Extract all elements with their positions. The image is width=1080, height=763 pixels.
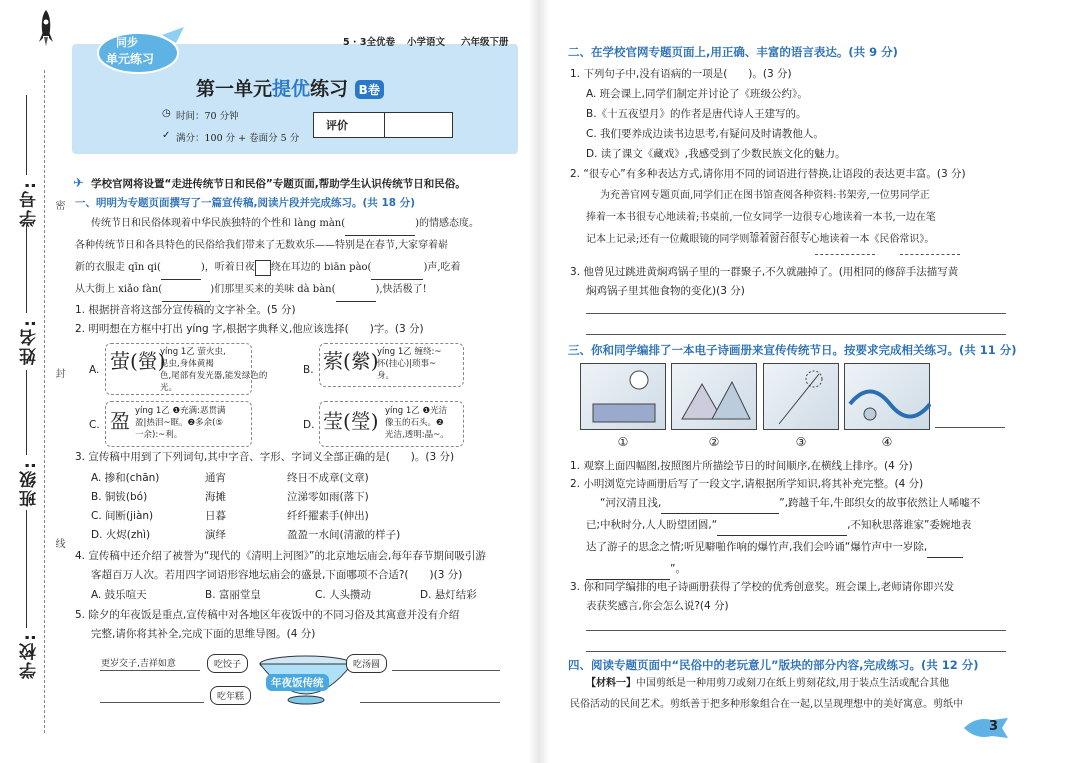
s3-text-line3 bbox=[586, 537, 963, 558]
title-part-b: 提优 bbox=[272, 78, 311, 100]
s3-text-line1 bbox=[600, 493, 980, 514]
q3-option-cell: 纤纤擢素手(伸出) bbox=[287, 510, 369, 522]
mm-line1 bbox=[100, 670, 200, 671]
title-tag: B卷 bbox=[355, 80, 384, 99]
festival-picture-2 bbox=[671, 363, 757, 430]
s2-q1-option[interactable]: A. 班会课上,同学们制定并讨论了《班级公约》。 bbox=[586, 88, 808, 100]
yingchar-box[interactable] bbox=[255, 260, 271, 276]
q4-option[interactable]: A. 鼓乐喧天 bbox=[91, 589, 147, 601]
section4-title: 四、阅读专题页面中“民俗中的老玩意儿”版块的部分内容,完成练习。(共 12 分) bbox=[568, 658, 979, 672]
s2-para3: 记本上记录;还有一位戴眼镜的同学则靠着窗台很专心地读着一本《民俗常识》。 bbox=[586, 234, 935, 245]
s2-q3-line1: 3. 他曾见过跳进黄焖鸡锅子里的一群聚子,不久就融掉了。(用相同的修辞手法描写黄 bbox=[570, 266, 959, 278]
blank-poem3[interactable] bbox=[927, 557, 963, 558]
s2-q3-answer1[interactable] bbox=[586, 313, 1006, 314]
student-id-line[interactable] bbox=[26, 95, 27, 175]
p3d: )声,吃着 bbox=[423, 262, 461, 273]
q3-option-cell: 盈盈一水间(清澈的样子) bbox=[287, 529, 401, 541]
dict-char-b: 萦(縈) bbox=[323, 349, 379, 373]
s2-blank2[interactable] bbox=[815, 254, 875, 255]
pic-label-3: ③ bbox=[795, 435, 807, 449]
m1-label: 【材料一】 bbox=[586, 678, 636, 689]
score-label: 满分：100 分 + 卷面分 5 分 bbox=[176, 133, 300, 144]
class-label: 班级: bbox=[20, 460, 40, 507]
title-part-c: 练习 bbox=[310, 78, 349, 100]
unit-badge bbox=[92, 25, 188, 77]
eval-score-cell[interactable] bbox=[384, 112, 453, 138]
bird-icon: ✈ bbox=[73, 176, 84, 191]
p3a: 新的衣服走 qīn qi( bbox=[75, 262, 161, 273]
binding-dashed-line bbox=[44, 70, 45, 733]
mm-node-jiaozi: 吃饺子 bbox=[207, 654, 248, 673]
s1-q5-line2: 完整,请你将其补全,完成下面的思维导图。(4 分) bbox=[91, 628, 316, 640]
pic-label-2: ② bbox=[708, 435, 720, 449]
s1-para-line3 bbox=[75, 256, 461, 280]
q4-option[interactable]: C. 人头攒动 bbox=[315, 589, 372, 601]
s3-q3-answer2[interactable] bbox=[586, 651, 1006, 652]
name-line[interactable] bbox=[26, 225, 27, 313]
q3-option-row[interactable]: C. 间断(jiàn) bbox=[91, 510, 154, 522]
s4-material1-line2: 民俗活动的民间艺术。剪纸善于把多种形象组合在一起,以呈现理想中的美好寓意。剪纸中 bbox=[570, 699, 964, 710]
t2b: ,不知秋思落谁家”委婉地表 bbox=[847, 519, 972, 531]
intro-text: 学校官网将设置“走进传统节日和民俗”专题页面,帮助学生认识传统节日和民俗。 bbox=[91, 178, 466, 190]
s2-q1-option[interactable]: B.《十五夜望月》的作者是唐代诗人王建写的。 bbox=[586, 108, 807, 120]
p4c: ),快活极了! bbox=[375, 284, 427, 295]
seal-tick-xian: 线 bbox=[53, 538, 64, 548]
p1a: 传统节日和民俗体现着中华民族独特的个性和 làng màn( bbox=[91, 218, 346, 229]
opt-a-label[interactable]: A. bbox=[89, 364, 100, 376]
school-label: 学校: bbox=[20, 632, 40, 679]
q4-option[interactable]: B. 富丽堂皇 bbox=[205, 589, 261, 601]
dict-def-a: yíng 1乙 萤火虫, 昆虫,身体黄褐 色,尾部有发光器,能发绿色的 光。 bbox=[160, 347, 268, 393]
q3-option-row[interactable]: D. 火烬(zhì) bbox=[91, 529, 151, 541]
s2-para2: 捧着一本书很专心地读着;书桌前,一位女同学一边很专心地读着一本书,一边在笔 bbox=[586, 212, 936, 223]
opt-c-label[interactable]: C. bbox=[89, 419, 100, 431]
blank-poem1[interactable] bbox=[661, 513, 779, 514]
s2-q2: 2. “很专心”有多种表达方式,请你用不同的词语进行替换,让语段的表达更丰富。(3 分) bbox=[570, 168, 966, 180]
s3-q3-line1: 3. 你和同学编排的电子诗画册获得了学校的优秀创意奖。班会课上,老师请你即兴发 bbox=[570, 581, 955, 593]
eval-label: 评价 bbox=[326, 119, 348, 132]
s1-para-line4 bbox=[75, 278, 427, 302]
s3-q3-answer1[interactable] bbox=[586, 630, 1006, 631]
p4a: 从大街上 xiǎo fàn( bbox=[75, 284, 163, 295]
seal-tick-mi: 密 bbox=[53, 200, 64, 210]
p4b: )们那里买来的美味 dà bàn( bbox=[210, 284, 336, 295]
subject-label: 小学语文 bbox=[407, 37, 446, 48]
clock-icon: ◷ bbox=[162, 108, 171, 119]
time-label: 时间：70 分钟 bbox=[176, 111, 239, 122]
p3c: 绕在耳边的 biān pào( bbox=[270, 262, 372, 273]
q3-option-cell: 演绎 bbox=[205, 529, 226, 541]
s2-q3-line2: 焖鸡锅子里其他食物的变化)(3 分) bbox=[586, 285, 745, 297]
q3-option-cell: 通宵 bbox=[205, 472, 226, 484]
s2-q1: 1. 下列句子中,没有语病的一项是( )。(3 分) bbox=[570, 68, 792, 80]
student-id-label: 学号: bbox=[20, 180, 40, 227]
series-label: 5 · 3全优卷 bbox=[343, 37, 395, 48]
s3-order-answer-line[interactable] bbox=[935, 427, 1005, 428]
festival-picture-3 bbox=[763, 363, 839, 430]
s1-q5-line1: 5. 除夕的年夜饭是重点,宣传稿中对各地区年夜饭中的不同习俗及其寓意并没有介绍 bbox=[75, 609, 460, 621]
opt-d-label[interactable]: D. bbox=[303, 419, 315, 431]
class-line[interactable] bbox=[26, 370, 27, 455]
s3-text-line2 bbox=[586, 515, 971, 536]
dict-def-c: yíng 1乙 ❶充满:恶贯满 盈|热泪~眶。❷多余(⑤ 一余):~利。 bbox=[135, 406, 226, 440]
s3-q1: 1. 观察上面四幅图,按照图片所描绘节日的时间顺序,在横线上排序。(4 分) bbox=[570, 460, 913, 472]
s1-q4-line1: 4. 宣传稿中还介绍了被誉为“现代的《清明上河图》”的北京地坛庙会,每年春节期间吸引游 bbox=[75, 550, 486, 562]
badge-line2: 单元练习 bbox=[106, 52, 155, 66]
s3-q3-line2: 表获奖感言,你会怎么说?(4 分) bbox=[586, 600, 729, 612]
m1a: 中国剪纸是一种用剪刀或刻刀在纸上剪刻花纹,用于装点生活或配合其他 bbox=[636, 678, 950, 689]
s2-para1: 为充善官网专题页面,同学们正在图书馆查阅各种资料:书架旁,一位男同学正 bbox=[600, 190, 930, 201]
s1-q4-line2: 客超百万人次。若用四字词语形容地坛庙会的盛景,下面哪项不合适?( )(3 分) bbox=[91, 569, 463, 581]
page-number: 3 bbox=[989, 719, 999, 734]
t2a: 已;中秋时分,人人盼望团圆,“ bbox=[586, 519, 718, 531]
rocket-icon bbox=[38, 8, 54, 48]
blank-poem2[interactable] bbox=[717, 535, 847, 536]
q3-option-row[interactable]: A. 掺和(chān) bbox=[91, 472, 160, 484]
mm-node-tangyuan: 吃汤圆 bbox=[346, 654, 387, 673]
mm-node-niangao: 吃年糕 bbox=[210, 686, 251, 705]
dict-def-b: yíng 1乙 缠绕:~ 怀(挂心)|琐事~ 身。 bbox=[377, 347, 442, 381]
q3-option-cell: 泣涕零如雨(落下) bbox=[287, 491, 369, 503]
mm-branch-text1: 更岁交子,吉祥如意 bbox=[101, 659, 176, 669]
festival-picture-1 bbox=[580, 363, 666, 430]
pic-label-4: ④ bbox=[881, 435, 893, 449]
q3-option-row[interactable]: B. 铜钹(bó) bbox=[91, 491, 148, 503]
mm-answer-line-left[interactable] bbox=[100, 702, 204, 703]
section3-title: 三、你和同学编排了一本电子诗画册来宣传传统节日。按要求完成相关练习。(共 11 分) bbox=[568, 343, 1017, 357]
check-icon: ✓ bbox=[162, 130, 171, 141]
school-line[interactable] bbox=[26, 510, 27, 628]
seal-tick-feng: 封 bbox=[53, 368, 64, 378]
t1a: “河汉清且浅, bbox=[600, 497, 662, 509]
p3b: )，听着日夜 bbox=[200, 262, 255, 273]
s2-q1-option[interactable]: D. 读了课文《藏戏》,我感受到了少数民族文化的魅力。 bbox=[586, 148, 846, 160]
mm-answer-line-right2[interactable] bbox=[360, 702, 500, 703]
section2-title: 二、在学校官网专题页面上,用正确、丰富的语言表达。(共 9 分) bbox=[568, 45, 898, 59]
s1-para-line2: 各种传统节日和各具特色的民俗给我们带来了无数欢乐——特别是在春节,大家穿着崭 bbox=[75, 240, 449, 251]
page-number-badge bbox=[962, 716, 1010, 740]
s2-blank1[interactable] bbox=[750, 232, 810, 233]
s1-q1: 1. 根据拼音将这部分宣传稿的文字补全。(5 分) bbox=[75, 304, 296, 316]
s2-blank3[interactable] bbox=[900, 254, 960, 255]
p1b: )的情感态度。 bbox=[415, 218, 480, 229]
dict-def-d: yíng 1乙 ❶光洁 像玉的石头。❷ 光洁,透明:晶~。 bbox=[385, 406, 449, 440]
t3: 达了游子的思念之情;听见噼啪作响的爆竹声,我们会吟诵“爆竹声中一岁除, bbox=[586, 541, 928, 553]
page-title bbox=[196, 74, 384, 101]
title-part-a: 第一单元 bbox=[196, 78, 273, 100]
mm-answer-line-right[interactable] bbox=[392, 670, 500, 671]
t1b: ”,跨越千年,牛郎织女的故事依然让人唏嘘不 bbox=[779, 497, 981, 509]
q3-option-cell: 终日不成章(文章) bbox=[287, 472, 369, 484]
s1-para-line1 bbox=[91, 212, 479, 236]
q3-option-cell: 海摊 bbox=[205, 491, 226, 503]
badge-line1: 同步 bbox=[116, 36, 138, 49]
s2-q3-answer2[interactable] bbox=[586, 334, 1006, 335]
s1-q2: 2. 明明想在方框中打出 yíng 字,根据字典释义,他应该选择( )字。(3 分) bbox=[75, 323, 424, 335]
section1-title: 一、明明为专题页面撰写了一篇宣传稿,阅读片段并完成练习。(共 18 分) bbox=[75, 197, 416, 209]
dict-char-a: 萤(螢) bbox=[110, 349, 166, 373]
s3-q2: 2. 小明浏览完诗画册后写了一段文字,请根据所学知识,将其补充完整。(4 分) bbox=[570, 478, 924, 490]
dict-char-c: 盈 bbox=[110, 409, 130, 433]
t4: ”。 bbox=[670, 563, 686, 575]
name-label: 姓名: bbox=[20, 318, 40, 365]
pic-label-1: ① bbox=[617, 435, 629, 449]
festival-picture-4 bbox=[844, 363, 930, 430]
s2-q1-option[interactable]: C. 我们要养成边读书边思考,有疑问及时请教他人。 bbox=[586, 128, 824, 140]
blank-daban[interactable] bbox=[336, 301, 376, 302]
mindmap-center: 年夜饭传统 bbox=[266, 674, 329, 691]
s1-q3: 3. 宣传稿中用到了下列词句,其中字音、字形、字词义全部正确的是( )。(3 分) bbox=[75, 451, 455, 463]
q4-option[interactable]: D. 悬灯结彩 bbox=[420, 589, 477, 601]
dict-char-d: 莹(瑩) bbox=[323, 409, 379, 433]
page-fold bbox=[528, 0, 550, 763]
q3-option-cell: 日暮 bbox=[205, 510, 226, 522]
grade-label: 六年级下册 bbox=[461, 37, 509, 48]
opt-b-label[interactable]: B. bbox=[303, 364, 314, 376]
